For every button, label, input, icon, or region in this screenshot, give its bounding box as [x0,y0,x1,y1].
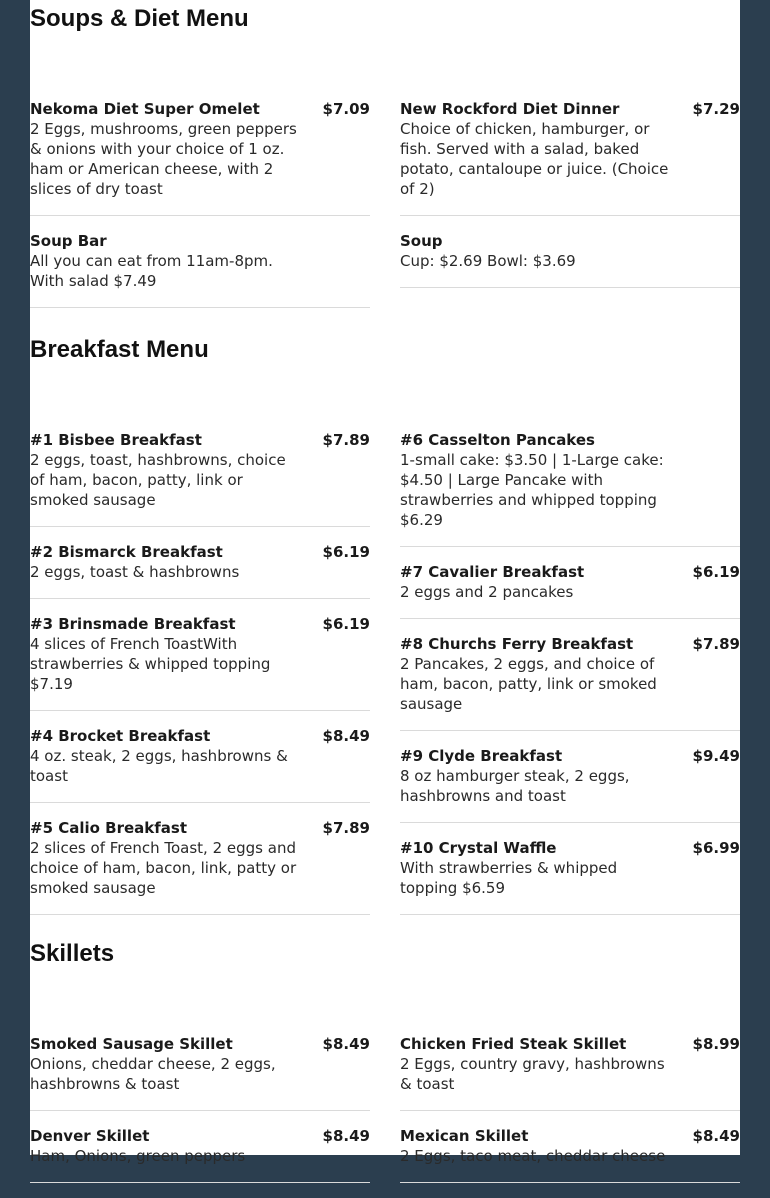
item-name: #9 Clyde Breakfast [400,747,563,765]
item-description: Choice of chicken, hamburger, or fish. Served with a salad, baked potato, cantaloupe or juice. (Choice of 2) [400,120,669,198]
item-price: $6.99 [692,839,740,857]
menu-item [400,231,740,288]
menu-item [400,430,740,547]
menu-item [30,614,370,711]
menu-page [30,0,740,1165]
item-description: With strawberries & whipped topping $6.59 [400,859,618,897]
item-name: #8 Churchs Ferry Breakfast [400,635,634,653]
menu-item [400,99,740,216]
item-name: New Rockford Diet Dinner [400,100,620,118]
menu-item [30,231,370,308]
item-description: 4 slices of French ToastWith strawberries & whipped topping $7.19 [30,635,271,693]
item-description: Onions, cheddar cheese, 2 eggs, hashbrowns & toast [30,1055,276,1093]
item-description: 2 Eggs, country gravy, hashbrowns & toast [400,1055,665,1093]
menu-item [400,562,740,619]
item-name: Smoked Sausage Skillet [30,1035,233,1053]
item-price: $9.49 [692,747,740,765]
menu-column-right [400,1034,740,1198]
item-price: $8.49 [322,1035,370,1053]
item-name: #5 Calio Breakfast [30,819,188,837]
item-name: #3 Brinsmade Breakfast [30,615,236,633]
item-name: Denver Skillet [30,1127,150,1145]
item-name: Nekoma Diet Super Omelet [30,100,260,118]
item-name: Soup [400,232,443,250]
item-description: 2 eggs, toast & hashbrowns [30,563,240,581]
item-name: #1 Bisbee Breakfast [30,431,202,449]
item-description: 2 Eggs, taco meat, cheddar cheese [400,1147,666,1165]
item-description: All you can eat from 11am-8pm. With salad $7.49 [30,252,273,290]
item-price: $7.89 [322,819,370,837]
item-name: #10 Crystal Waffle [400,839,557,857]
item-description: 2 eggs, toast, hashbrowns, choice of ham, bacon, patty, link or smoked sausage [30,451,286,509]
item-price: $6.19 [692,563,740,581]
item-description: Cup: $2.69 Bowl: $3.69 [400,252,576,270]
menu-item [400,1034,740,1111]
item-description: 2 slices of French Toast, 2 eggs and choice of ham, bacon, link, patty or smoked sausage [30,839,297,897]
menu-item [400,838,740,915]
menu-column-right [400,99,740,303]
item-name: Chicken Fried Steak Skillet [400,1035,627,1053]
menu-item [400,746,740,823]
menu-item [30,99,370,216]
item-price: $8.49 [692,1127,740,1145]
item-description: 1-small cake: $3.50 | 1-Large cake: $4.50 | Large Pancake with strawberries and whipped topping $6.29 [400,451,664,529]
item-price: $8.49 [322,1127,370,1145]
item-name: #7 Cavalier Breakfast [400,563,585,581]
item-description: 8 oz hamburger steak, 2 eggs, hashbrowns and toast [400,767,630,805]
item-name: Mexican Skillet [400,1127,529,1145]
menu-item [30,430,370,527]
item-name: #2 Bismarck Breakfast [30,543,223,561]
item-price: $6.19 [322,543,370,561]
item-price: $7.89 [322,431,370,449]
item-description: 2 eggs and 2 pancakes [400,583,574,601]
item-description: 4 oz. steak, 2 eggs, hashbrowns & toast [30,747,288,785]
item-name: #6 Casselton Pancakes [400,431,595,449]
section-title: Breakfast Menu [30,336,209,363]
menu-item [400,634,740,731]
section-title: Soups & Diet Menu [30,5,249,32]
item-price: $7.29 [692,100,740,118]
item-description: 2 Pancakes, 2 eggs, and choice of ham, bacon, patty, link or smoked sausage [400,655,657,713]
menu-column-right [400,430,740,930]
menu-item [30,818,370,915]
section-title: Skillets [30,940,115,967]
item-description: 2 Eggs, mushrooms, green peppers & onions with your choice of 1 oz. ham or American cheese, with 2 slices of dry toast [30,120,297,198]
menu-item [30,1034,370,1111]
menu-column-left [30,430,370,930]
item-name: Soup Bar [30,232,107,250]
menu-column-left [30,1034,370,1198]
item-description: Ham, Onions, green peppers [30,1147,246,1165]
menu-item [30,726,370,803]
item-price: $8.49 [322,727,370,745]
item-price: $6.19 [322,615,370,633]
item-name: #4 Brocket Breakfast [30,727,211,745]
menu-item [30,542,370,599]
item-price: $7.89 [692,635,740,653]
item-price: $8.99 [692,1035,740,1053]
menu-column-left [30,99,370,323]
item-price: $7.09 [322,100,370,118]
